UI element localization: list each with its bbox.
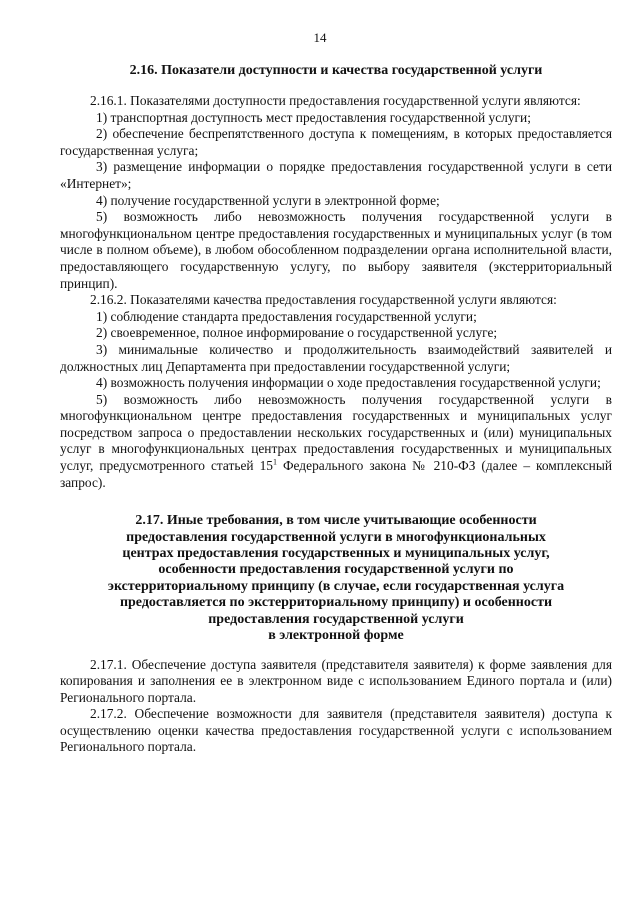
paragraph-2-17-2: 2.17.2. Обеспечение возможности для заявителя (представителя заявителя) доступа к осуществлению оценки качества предоставления государственной услуги с использованием Регионального портала. xyxy=(60,706,612,755)
section-title-2-16: 2.16. Показатели доступности и качества государственной услуги xyxy=(129,63,543,78)
section-title-2-17-line: в электронной форме xyxy=(268,628,404,644)
paragraph-2-17-1: 2.17.1. Обеспечение доступа заявителя (представителя заявителя) к форме заявления для копирования и заполнения ее в электронном виде с использованием Единого портала и (или) Регионального портала. xyxy=(60,656,612,705)
section-title-2-17 xyxy=(60,513,612,644)
list-item-accessibility-1: 1) транспортная доступность мест предоставления государственной услуги; xyxy=(96,109,531,125)
list-item-accessibility-2: 2) обеспечение беспрепятственного доступа к помещениям, в которых предоставляется государственная услуга; xyxy=(60,126,612,158)
section-title-2-17-line: предоставления государственной услуги в многофункциональных xyxy=(126,529,546,545)
list-item-accessibility-5: 5) возможность либо невозможность получения государственной услуги в многофункциональном центре предоставления государственных и муниципальных услуг (в том числе в полном объеме), в любом обособленном подразделении органа исполнительной власти, предоставляющего государственную услугу, по выбору заявителя (экстерриториальный принцип). xyxy=(60,209,612,291)
document-body xyxy=(60,62,612,756)
section-title-2-17-line: экстерриториальному принципу (в случае, если государственная услуга xyxy=(107,578,565,594)
page-number: 14 xyxy=(313,30,327,45)
footnote-superscript: 1 xyxy=(272,457,277,467)
list-item-quality-5-text: 5) возможность либо невозможность получения государственной услуги в многофункциональном центре предоставления государственных и муниципальных услуг посредством запроса о предоставлении нескольких государственных и (или) муниципальных услуг в многофункциональных центрах предоставления государственных и муниципальных услуг, предусмотренного статьей 15 xyxy=(60,391,612,474)
section-title-2-17-line: особенности предоставления государственной услуги по xyxy=(158,562,514,578)
list-item-quality-1: 1) соблюдение стандарта предоставления государственной услуги; xyxy=(96,308,477,324)
list-item-accessibility-4: 4) получение государственной услуги в электронной форме; xyxy=(96,192,440,208)
list-item-quality-5-tail: Федерального закона № 210-ФЗ (далее – комплексный запрос). xyxy=(60,458,613,490)
list-item-quality-4: 4) возможность получения информации о ходе предоставления государственной услуги; xyxy=(96,375,601,391)
section-title-2-17-line: предоставляется по экстерриториальному принципу) и особенности xyxy=(119,595,553,611)
list-item-quality-3: 3) минимальные количество и продолжительность взаимодействий заявителей и должностных лиц Департамента при предоставлении государственной услуги; xyxy=(60,341,612,374)
section-title-2-17-line: 2.17. Иные требования, в том числе учитывающие особенности xyxy=(135,513,537,529)
paragraph-2-16-2: 2.16.2. Показателями качества предоставления государственной услуги являются: xyxy=(90,292,557,308)
paragraph-2-16-1: 2.16.1. Показателями доступности предоставления государственной услуги являются: xyxy=(90,93,581,108)
section-title-2-17-line: предоставления государственной услуги xyxy=(208,611,464,627)
list-item-quality-5 xyxy=(60,392,612,492)
list-item-accessibility-3: 3) размещение информации о порядке предоставления государственной услуги в сети «Интернет»; xyxy=(60,159,612,191)
list-item-quality-2: 2) своевременное, полное информирование о государственной услуге; xyxy=(96,325,498,341)
section-title-2-17-line: центрах предоставления государственных и муниципальных услуг, xyxy=(122,546,550,562)
